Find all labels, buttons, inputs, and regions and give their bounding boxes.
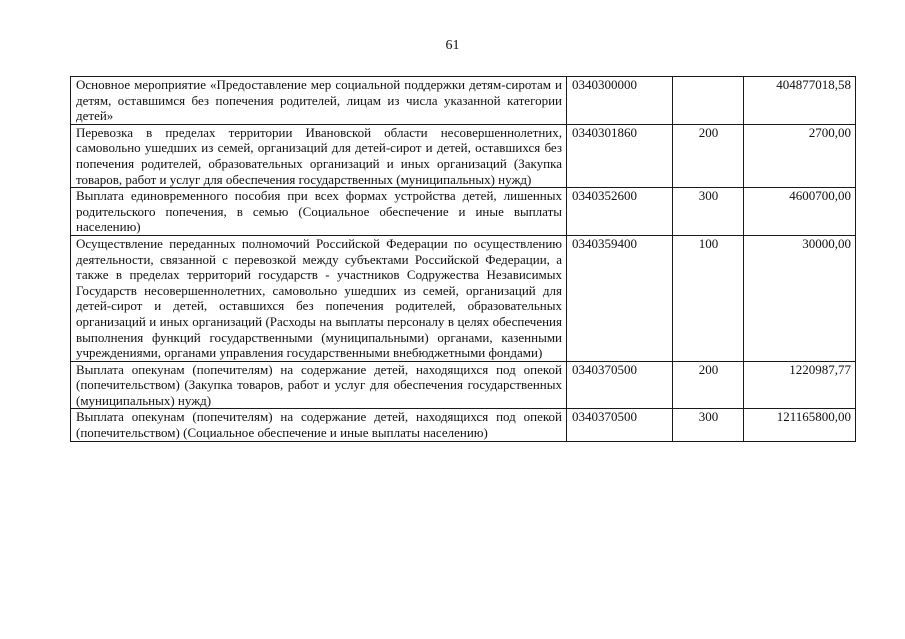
page-number: 61 [445, 38, 460, 53]
row-expense-type: 200 [673, 361, 744, 409]
table-row [71, 409, 856, 441]
row-expense-type: 300 [673, 409, 744, 441]
row-expense-type: 300 [673, 188, 744, 236]
row-target-code: 0340359400 [567, 235, 673, 361]
row-name: Осуществление переданных полномочий Российской Федерации по осуществлению деятельности, связанной с перевозкой между субъектами Российской Федерации, а также в пределах территорий государств - участников Содружества Независимых Государств несовершеннолетних, самовольно ушедших из семей, организаций для детей-сирот и детей, оставшихся без попечения родителей, образовательных организаций и иных организаций (Расходы на выплаты персоналу в целях обеспечения выполнения функций государственными (муниципальными) органами, казенными учреждениями, органами управления государственными внебюджетными фондами) [71, 235, 567, 361]
table-row [71, 361, 856, 409]
row-name: Основное мероприятие «Предоставление мер социальной поддержки детям-сиротам и детям, оставшимся без попечения родителей, лицам из числа указанной категории детей» [71, 77, 567, 125]
row-target-code: 0340301860 [567, 124, 673, 187]
row-name: Выплата единовременного пособия при всех формах устройства детей, лишенных родительского попечения, в семью (Социальное обеспечение и иные выплаты населению) [71, 188, 567, 236]
row-sum: 1220987,77 [744, 361, 856, 409]
row-name: Выплата опекунам (попечителям) на содержание детей, находящихся под опекой (попечительством) (Социальное обеспечение и иные выплаты населению) [71, 409, 567, 441]
row-name: Выплата опекунам (попечителям) на содержание детей, находящихся под опекой (попечительством) (Закупка товаров, работ и услуг для обеспечения государственных (муниципальных) нужд) [71, 361, 567, 409]
row-target-code: 0340370500 [567, 361, 673, 409]
row-sum: 4600700,00 [744, 188, 856, 236]
row-name: Перевозка в пределах территории Ивановской области несовершеннолетних, самовольно ушедших из семей, организаций для детей-сирот и детей, оставшихся без попечения родителей, образовательных организаций и иных организаций (Закупка товаров, работ и услуг для обеспечения государственных (муниципальных) нужд) [71, 124, 567, 187]
table-row [71, 188, 856, 236]
row-expense-type [673, 77, 744, 125]
table-row [71, 235, 856, 361]
budget-table [70, 76, 856, 442]
row-expense-type: 100 [673, 235, 744, 361]
row-target-code: 0340352600 [567, 188, 673, 236]
row-sum: 404877018,58 [744, 77, 856, 125]
row-expense-type: 200 [673, 124, 744, 187]
row-target-code: 0340300000 [567, 77, 673, 125]
table-row [71, 77, 856, 125]
row-sum: 121165800,00 [744, 409, 856, 441]
row-sum: 2700,00 [744, 124, 856, 187]
table-row [71, 124, 856, 187]
row-sum: 30000,00 [744, 235, 856, 361]
row-target-code: 0340370500 [567, 409, 673, 441]
